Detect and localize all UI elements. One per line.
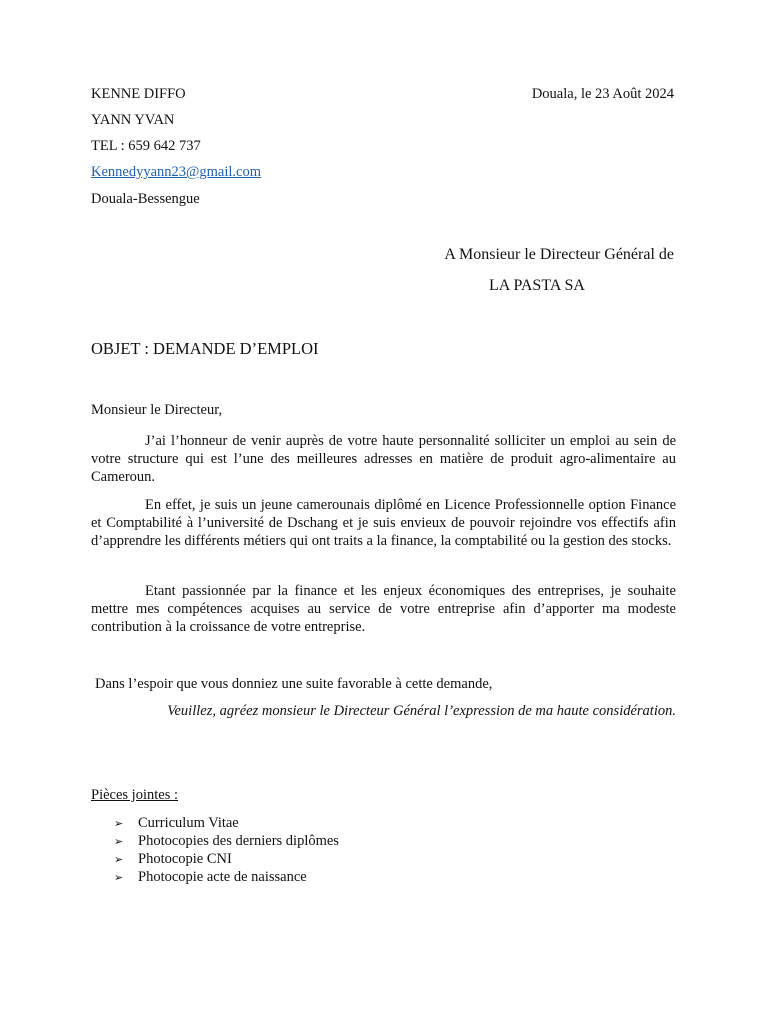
arrowhead-bullet-icon: ➢ [114,871,124,884]
sender-name-line2: YANN YVAN [91,112,175,128]
sender-email-link[interactable]: Kennedyyann23@gmail.com [91,164,261,180]
arrowhead-bullet-icon: ➢ [114,817,124,830]
list-item [114,832,339,850]
letter-subject: OBJET : DEMANDE D’EMPLOI [91,339,319,358]
body-paragraph-3-text: Etant passionnée par la finance et les enjeux économiques des entreprises, je souhaite mettre mes compétences acquises au service de votre entreprise afin d’apporter ma modeste contribution à la croissance de votre entreprise. [91,583,676,635]
arrowhead-bullet-icon: ➢ [114,853,124,866]
list-item [114,850,339,868]
attachment-label: Photocopie acte de naissance [138,869,307,885]
arrowhead-bullet-icon: ➢ [114,835,124,848]
attachments-title: Pièces jointes : [91,787,178,803]
sender-address: Douala-Bessengue [91,191,200,207]
letter-date: Douala, le 23 Août 2024 [531,86,674,102]
attachment-label: Photocopie CNI [138,851,232,867]
attachment-label: Photocopies des derniers diplômes [138,833,339,849]
closing-formula: Veuillez, agréez monsieur le Directeur Général l’expression de ma haute considération. [167,703,676,719]
hope-line: Dans l’espoir que vous donniez une suite favorable à cette demande, [95,676,493,692]
body-paragraph-3 [91,582,676,636]
body-paragraph-1-text: J’ai l’honneur de venir auprès de votre haute personnalité solliciter un emploi au sein de votre structure qui est l’une des meilleures adresses en matière de produit agro-alimentaire au Cameroun. [91,433,676,485]
salutation: Monsieur le Directeur, [91,402,223,418]
sender-phone: TEL : 659 642 737 [91,138,201,154]
body-paragraph-2 [91,496,676,550]
list-item [114,814,339,832]
body-paragraph-2-text: En effet, je suis un jeune camerounais diplômé en Licence Professionnelle option Finance et Comptabilité à l’université de Dschang et je suis envieux de pouvoir rejoindre vos effectifs afin d’apprendre les différents métiers qui ont traits a la finance, la comptabilité ou la gestion des stocks. [91,497,676,549]
list-item [114,868,339,886]
sender-name-line1: KENNE DIFFO [91,86,186,102]
attachment-label: Curriculum Vitae [138,815,239,831]
recipient-line1: A Monsieur le Directeur Général de [444,246,674,263]
recipient-line2: LA PASTA SA [489,277,585,294]
body-paragraph-1 [91,432,676,486]
attachments-list [114,814,339,886]
